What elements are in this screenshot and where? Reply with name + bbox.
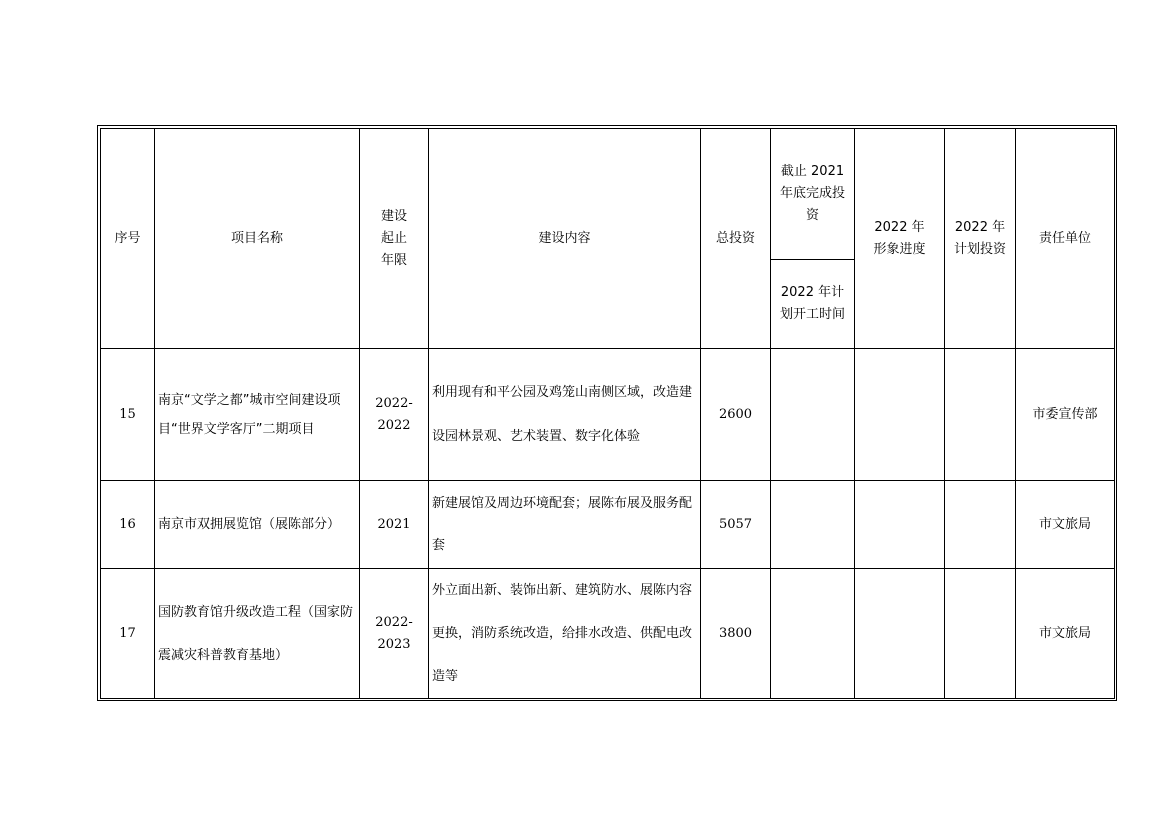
row-total: 2600	[701, 349, 771, 481]
row-content: 外立面出新、装饰出新、建筑防水、展陈内容更换，消防系统改造，给排水改造、供配电改造等	[429, 569, 701, 699]
header-done-2021-line-2: 年底完成投	[779, 186, 845, 201]
header-period-line-2: 起止	[380, 230, 407, 246]
row-seq: 16	[101, 481, 155, 569]
project-table	[100, 128, 1115, 699]
header-period-line-3: 年限	[380, 252, 407, 268]
header-seq: 序号	[101, 129, 155, 349]
row-name: 南京市双拥展览馆（展陈部分）	[155, 481, 360, 569]
row-invest-2022	[945, 481, 1016, 569]
header-done-2021	[771, 129, 855, 260]
row-invest-2022	[945, 349, 1016, 481]
row-period: 2022-2023	[360, 569, 429, 699]
header-unit: 责任单位	[1016, 129, 1115, 349]
header-content: 建设内容	[429, 129, 701, 349]
table-row	[101, 569, 1115, 699]
header-start-2022	[771, 260, 855, 349]
row-seq: 15	[101, 349, 155, 481]
header-name: 项目名称	[155, 129, 360, 349]
header-invest-2022-line-1: 2022 年	[954, 219, 1006, 235]
row-done-2021	[771, 569, 855, 699]
row-progress-2022	[855, 349, 945, 481]
header-progress-2022-line-1: 2022 年	[874, 219, 925, 235]
row-done-2021	[771, 481, 855, 569]
header-period-line-1: 建设	[380, 208, 407, 224]
row-progress-2022	[855, 481, 945, 569]
header-start-2022-line-2: 划开工时间	[779, 307, 845, 322]
project-table-frame	[97, 125, 1117, 701]
header-progress-2022-line-2: 形象进度	[873, 241, 926, 257]
row-content: 利用现有和平公园及鸡笼山南侧区域，改造建设园林景观、艺术装置、数字化体验	[429, 349, 701, 481]
header-period	[360, 129, 429, 349]
table-row	[101, 481, 1115, 569]
row-progress-2022	[855, 569, 945, 699]
header-progress-2022	[855, 129, 945, 349]
header-invest-2022-line-2: 计划投资	[953, 241, 1006, 257]
row-unit: 市文旅局	[1016, 569, 1115, 699]
row-total: 3800	[701, 569, 771, 699]
header-invest-2022	[945, 129, 1016, 349]
row-content: 新建展馆及周边环境配套；展陈布展及服务配套	[429, 481, 701, 569]
row-period: 2021	[360, 481, 429, 569]
header-total: 总投资	[701, 129, 771, 349]
header-start-2022-line-1: 2022 年计	[780, 285, 845, 300]
header-row	[101, 129, 1115, 260]
row-unit: 市委宣传部	[1016, 349, 1115, 481]
header-done-2021-line-1: 截止 2021	[780, 164, 845, 179]
row-seq: 17	[101, 569, 155, 699]
row-name: 国防教育馆升级改造工程（国家防震减灾科普教育基地）	[155, 569, 360, 699]
row-period: 2022-2022	[360, 349, 429, 481]
row-unit: 市文旅局	[1016, 481, 1115, 569]
table-row	[101, 349, 1115, 481]
header-done-2021-line-3: 资	[805, 208, 819, 223]
row-name: 南京“文学之都”城市空间建设项目“世界文学客厅”二期项目	[155, 349, 360, 481]
row-done-2021	[771, 349, 855, 481]
row-invest-2022	[945, 569, 1016, 699]
row-total: 5057	[701, 481, 771, 569]
